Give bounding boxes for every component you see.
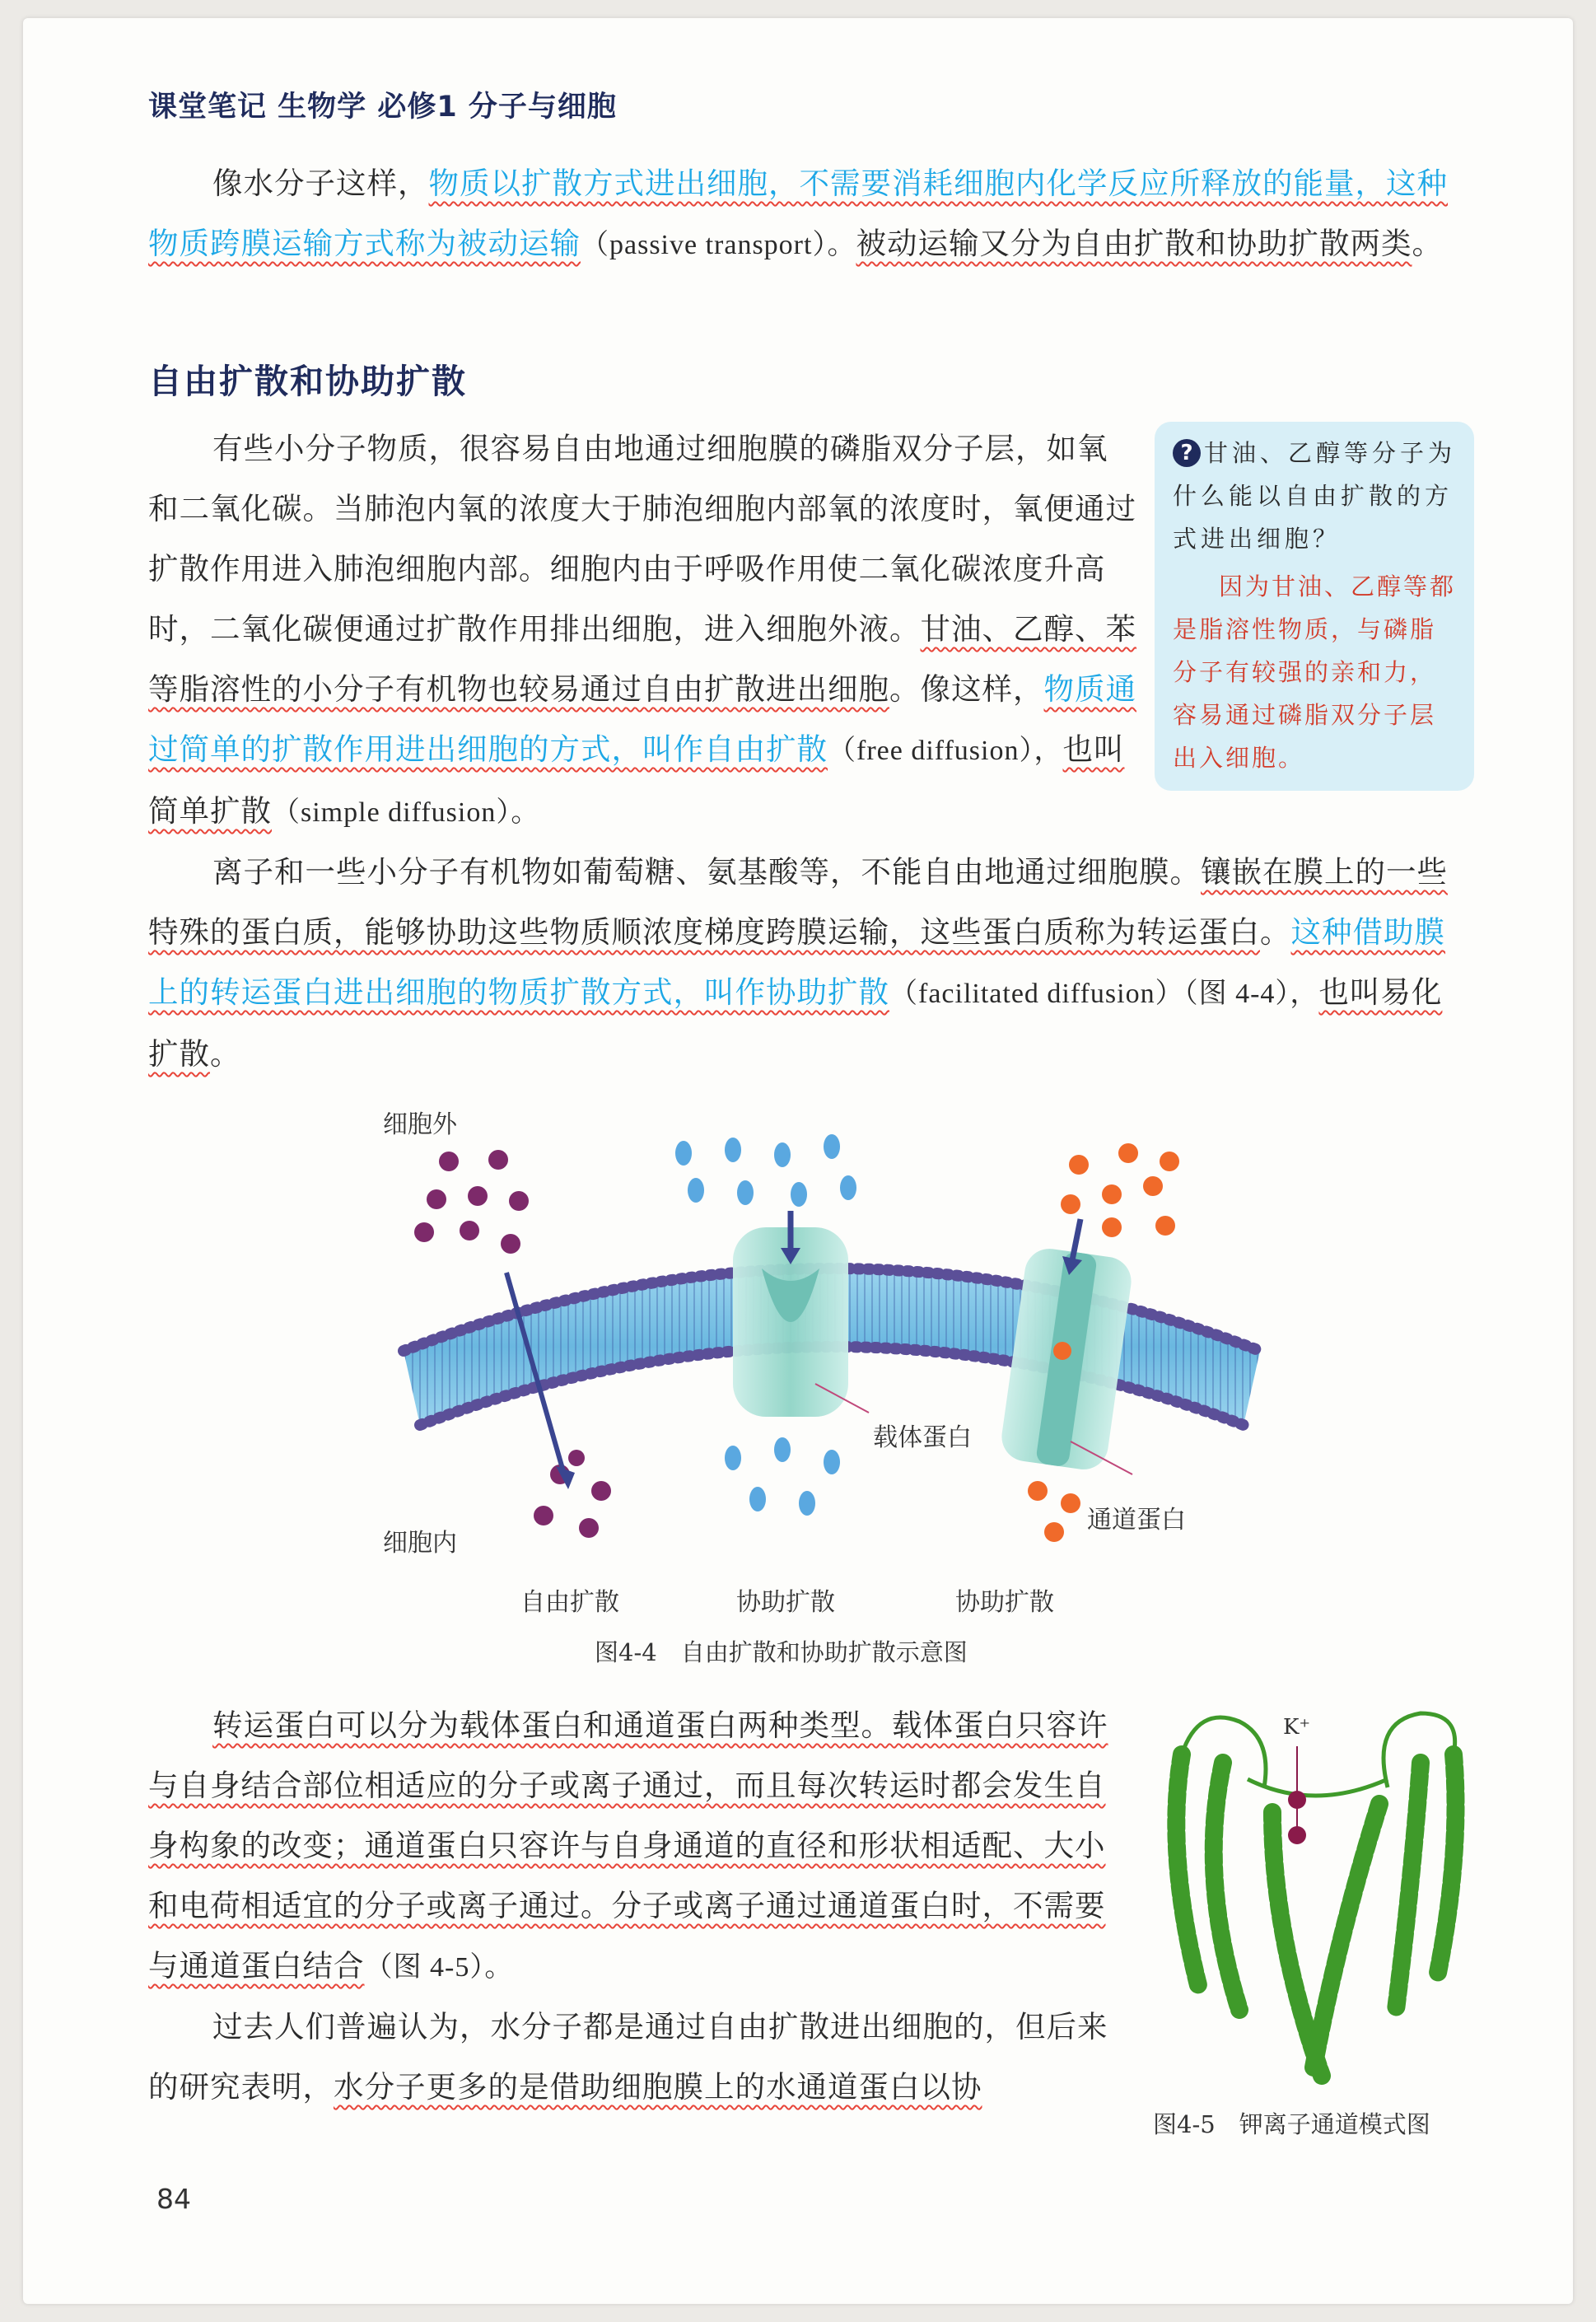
page-number: 84 [156,2183,191,2215]
sidebox-question: ? 甘油、乙醇等分子为什么能以自由扩散的方式进出细胞？ [1173,439,1457,553]
potassium-channel-image [1149,1689,1478,2092]
sidebox-answer: 因为甘油、乙醇等都是脂溶性物质，与磷脂分子有较强的亲和力，容易通过磷脂双分子层出入细胞。 [1173,572,1457,772]
outside-cell-label: 细胞外 [383,1110,457,1139]
transport-protein-types-paragraph: 转运蛋白可以分为载体蛋白和通道蛋白两种类型。载体蛋白只容许与自身结合部位相适应的分子或离子通过，而且每次转运时都会发生自身构象的改变；通道蛋白只容许与自身通道的直径和形状相适配、大小和电荷相适宜的分子或离子通过。分子或离子通过通道蛋白时，不需要与通道蛋白结合（图 4-5）。 [148,1708,1108,1983]
k-ion-2 [1288,1826,1306,1844]
free-diffusion-paragraph: 有些小分子物质，很容易自由地通过细胞膜的磷脂双分子层，如氧和二氧化碳。当肺泡内氧的浓度大于肺泡细胞内部氧的浓度时，氧便通过扩散作用进入肺泡细胞内部。细胞内由于呼吸作用使二氧化碳浓度升高时，二氧化碳便通过扩散作用排出细胞，进入细胞外液。甘油、乙醇、苯等脂溶性的小分子有机物也较易通过自由扩散进出细胞。像这样，物质通过简单的扩散作用进出细胞的方式，叫作自由扩散（free diffusion），也叫简单扩散（simple diffusion）。 [148,431,1136,829]
question-icon: ? [1173,439,1201,467]
inside-cell-label: 细胞内 [383,1529,457,1558]
figure-4-4-caption: 图4-4 自由扩散和协助扩散示意图 [595,1638,968,1666]
k-ion-label: K⁺ [1283,1715,1311,1740]
section-heading: 自由扩散和协助扩散 [148,362,467,401]
water-channel-paragraph: 过去人们普遍认为，水分子都是通过自由扩散进出细胞的，但后来的研究表明，水分子更多的是借助细胞膜上的水通道蛋白以协 [148,2009,1108,2105]
facilitated-diffusion-paragraph: 离子和一些小分子有机物如葡萄糖、氨基酸等，不能自由地通过细胞膜。镶嵌在膜上的一些特殊的蛋白质，能够协助这些物质顺浓度梯度跨膜运输，这些蛋白质称为转运蛋白。这种借助膜上的转运蛋白进出细胞的物质扩散方式，叫作协助扩散（facilitated diffusion）（图 4-4），也叫易化扩散。 [148,854,1448,1072]
key-definition-facilitated-diffusion: 这种借助膜上的转运蛋白进出细胞的物质扩散方式，叫作协助扩散 [148,914,1445,1010]
label-facilitated-carrier: 协助扩散 [736,1588,835,1617]
carrier-protein-label: 载体蛋白 [873,1423,972,1452]
key-definition-passive-transport: 物质以扩散方式进出细胞，不需要消耗细胞内化学反应所释放的能量，这种物质跨膜运输方式称为被动运输 [148,166,1448,261]
intro-paragraph: 像水分子这样，物质以扩散方式进出细胞，不需要消耗细胞内化学反应所释放的能量，这种物质跨膜运输方式称为被动运输（passive transport）。被动运输又分为自由扩散和协助扩散两类。 [148,166,1448,261]
k-ion-1 [1288,1791,1306,1809]
running-header: 课堂笔记 生物学 必修1 分子与细胞 [148,91,617,124]
key-definition-free-diffusion: 物质通过简单的扩散作用进出细胞的方式，叫作自由扩散 [148,671,1136,767]
channel-protein [999,1219,1135,1474]
label-free-diffusion: 自由扩散 [520,1588,619,1617]
channel-protein-label: 通道蛋白 [1087,1506,1186,1535]
question-sidebox [1155,422,1474,791]
figure-4-5-caption: 图4-5 钾离子通道模式图 [1153,2110,1430,2138]
membrane-diagram [387,1128,1276,1557]
label-facilitated-channel: 协助扩散 [955,1588,1054,1617]
carrier-protein [733,1211,848,1417]
